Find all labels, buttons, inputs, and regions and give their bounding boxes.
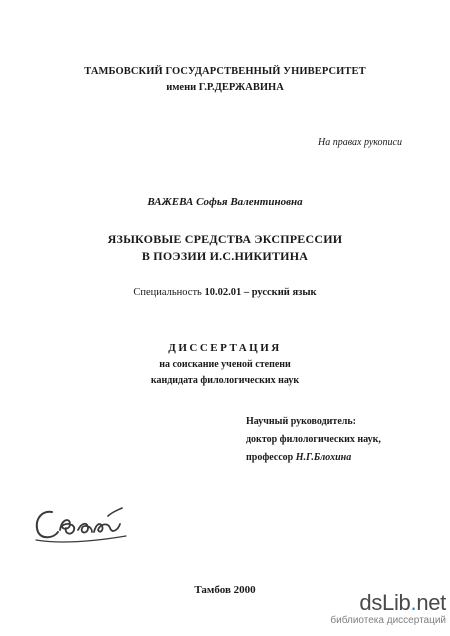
supervisor-degree: доктор филологических наук, <box>246 434 381 445</box>
degree-line2: кандидата филологических наук <box>150 375 300 386</box>
degree-line1: на соискание ученой степени <box>159 359 291 370</box>
university-name: ТАМБОВСКИЙ ГОСУДАРСТВЕННЫЙ УНИВЕРСИТЕТ <box>84 66 366 77</box>
specialty-label: Специальность <box>133 287 202 298</box>
watermark-logo <box>306 591 446 615</box>
watermark-logo-dot: . <box>410 590 417 615</box>
dissertation-heading: ДИССЕРТАЦИЯ <box>168 342 282 354</box>
manuscript-rights-note: На правах рукописи <box>318 137 402 148</box>
supervisor-label: Научный руководитель: <box>246 416 356 427</box>
university-named-after: имени Г.Р.ДЕРЖАВИНА <box>166 82 284 93</box>
watermark-logo-left: dsLib <box>359 590 411 615</box>
specialty-value: 10.02.01 – русский язык <box>204 287 317 298</box>
specialty-line <box>0 287 450 298</box>
supervisor-title-name <box>246 452 351 463</box>
supervisor-name: Н.Г.Блохина <box>295 452 352 463</box>
city-year: Тамбов 2000 <box>194 584 256 596</box>
handwritten-signature <box>30 500 140 546</box>
dissertation-title-line1: ЯЗЫКОВЫЕ СРЕДСТВА ЭКСПРЕССИИ <box>107 232 343 246</box>
watermark-subtitle: библиотека диссертаций <box>330 615 446 626</box>
site-watermark <box>306 591 446 633</box>
dissertation-title-line2: В ПОЭЗИИ И.С.НИКИТИНА <box>141 249 309 263</box>
supervisor-title: профессор <box>246 452 294 463</box>
author-name: ВАЖЕВА Софья Валентиновна <box>147 196 303 208</box>
watermark-logo-right: net <box>416 590 446 615</box>
